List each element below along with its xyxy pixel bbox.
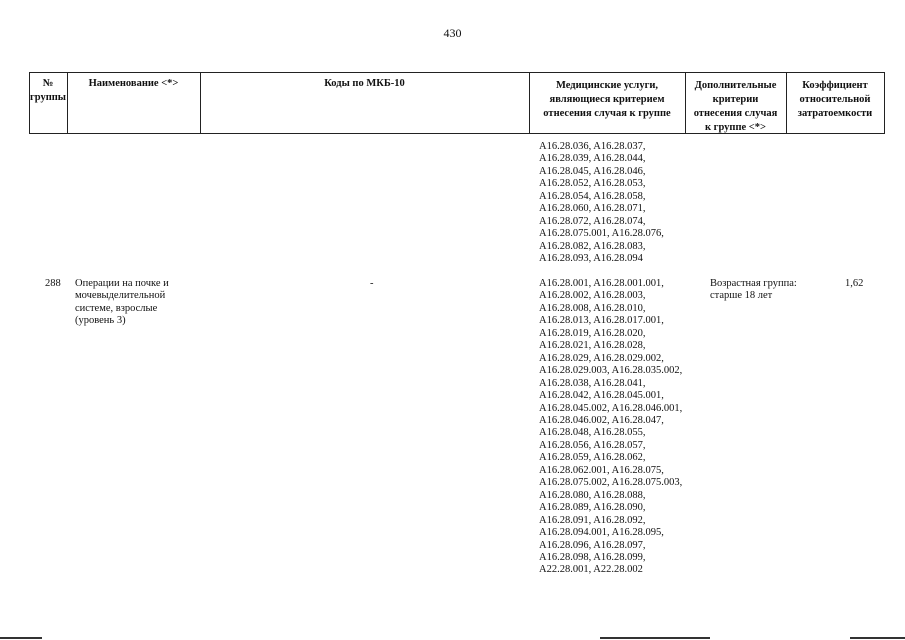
service-code-line: A16.28.080, A16.28.088,	[539, 489, 646, 501]
scan-mark-left	[0, 637, 42, 639]
service-code-line: A16.28.029.003, A16.28.035.002,	[539, 365, 683, 377]
table-top-border	[29, 72, 884, 73]
service-code-line: A22.28.001, A22.28.002	[539, 564, 643, 576]
service-code-line: A16.28.021, A16.28.028,	[539, 340, 646, 352]
service-code-line: A16.28.048, A16.28.055,	[539, 427, 646, 439]
row-name: Операции на почке и мочевыделительной системе, взрослые (уровень 3)	[75, 278, 169, 327]
service-code-line: A16.28.060, A16.28.071,	[539, 203, 646, 215]
header-name: Наименование <*>	[88, 78, 179, 89]
service-code-line: A16.28.045, A16.28.046,	[539, 165, 646, 177]
service-code-line: A16.28.075.002, A16.28.075.003,	[539, 477, 683, 489]
service-code-line: A16.28.052, A16.28.053,	[539, 178, 646, 190]
table-row-continuation-services	[539, 141, 664, 266]
service-code-line: A16.28.098, A16.28.099,	[539, 551, 646, 563]
header-medical-services: Медицинские услуги, являющиеся критерием отнесения случая к группе	[543, 80, 671, 119]
service-code-line: A16.28.091, A16.28.092,	[539, 514, 646, 526]
row-icd-codes: -	[370, 278, 374, 289]
service-code-line: A16.28.082, A16.28.083,	[539, 240, 646, 252]
service-code-line: A16.28.029, A16.28.029.002,	[539, 352, 664, 364]
header-icd-codes: Коды по МКБ-10	[324, 78, 405, 89]
service-code-line: A16.28.059, A16.28.062,	[539, 452, 646, 464]
service-code-line: A16.28.072, A16.28.074,	[539, 215, 646, 227]
service-code-line: A16.28.042, A16.28.045.001,	[539, 390, 664, 402]
service-code-line: A16.28.094.001, A16.28.095,	[539, 527, 664, 539]
service-code-line: A16.28.075.001, A16.28.076,	[539, 228, 664, 240]
header-group-number: № группы	[29, 78, 67, 103]
service-code-line: A16.28.089, A16.28.090,	[539, 502, 646, 514]
header-additional-criteria: Дополнительные критерии отнесения случая к группе <*>	[693, 80, 778, 133]
service-code-line: A16.28.008, A16.28.010,	[539, 302, 646, 314]
service-code-line: A16.28.054, A16.28.058,	[539, 190, 646, 202]
service-code-line: A16.28.039, A16.28.044,	[539, 153, 646, 165]
service-code-line: A16.28.046.002, A16.28.047,	[539, 414, 664, 426]
header-coefficient: Коэффициент относительной затратоемкости	[797, 80, 873, 119]
row-additional-criteria: Возрастная группа: старше 18 лет	[710, 278, 797, 302]
row-group-number: 288	[45, 278, 61, 289]
service-code-line: A16.28.019, A16.28.020,	[539, 327, 646, 339]
service-code-line: A16.28.096, A16.28.097,	[539, 539, 646, 551]
service-code-line: A16.28.001, A16.28.001.001,	[539, 278, 664, 289]
service-code-line: A16.28.013, A16.28.017.001,	[539, 315, 664, 327]
service-code-line: A16.28.045.002, A16.28.046.001,	[539, 402, 683, 414]
service-code-line: A16.28.036, A16.28.037,	[539, 141, 646, 152]
column-divider-6	[884, 72, 885, 134]
row-medical-services	[539, 278, 682, 577]
scan-mark-right	[850, 637, 905, 639]
service-code-line: A16.28.002, A16.28.003,	[539, 290, 646, 302]
service-code-line: A16.28.056, A16.28.057,	[539, 439, 646, 451]
service-code-line: A16.28.093, A16.28.094	[539, 253, 643, 265]
row-coefficient: 1,62	[845, 278, 864, 289]
scan-mark-middle	[600, 637, 710, 639]
service-code-line: A16.28.062.001, A16.28.075,	[539, 464, 664, 476]
page-number: 430	[443, 26, 462, 40]
service-code-line: A16.28.038, A16.28.041,	[539, 377, 646, 389]
